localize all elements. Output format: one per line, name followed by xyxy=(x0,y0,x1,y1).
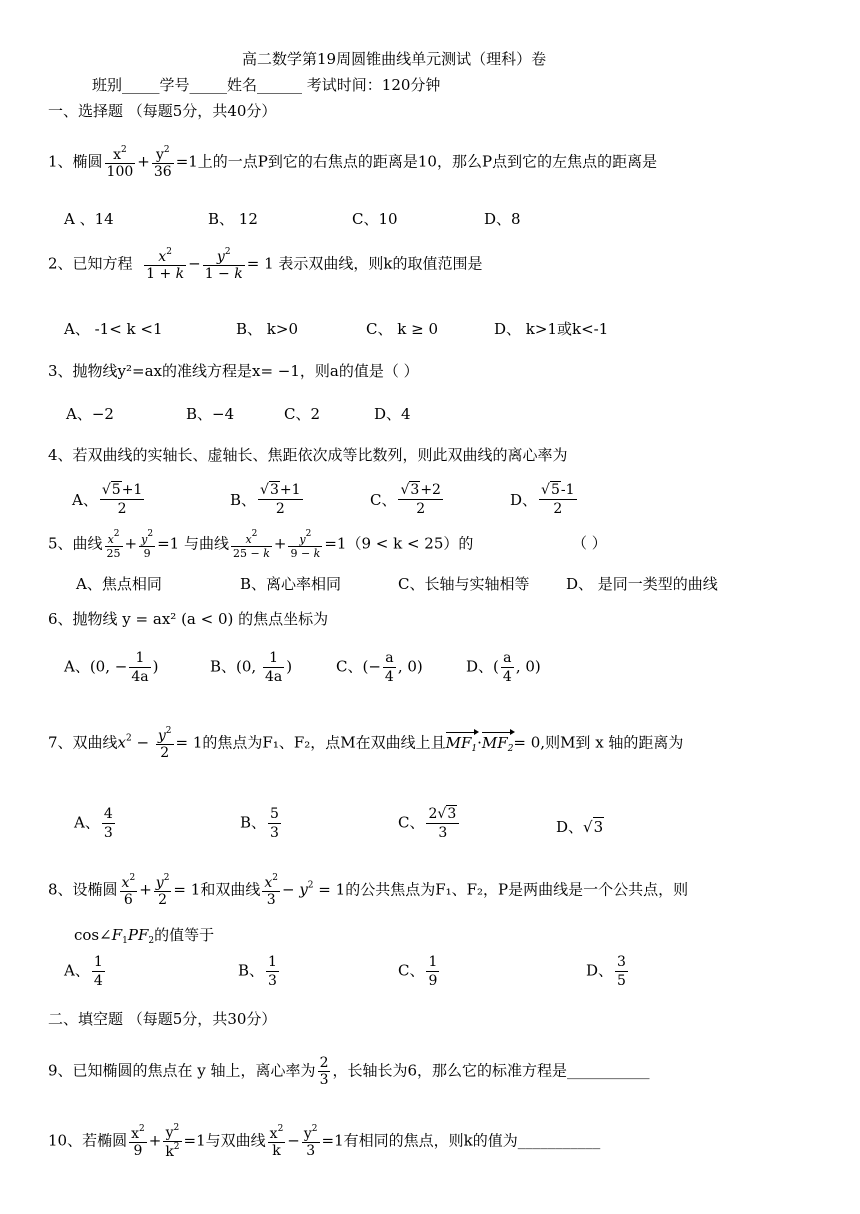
q1-option-d[interactable]: D、8 xyxy=(484,210,521,228)
q3-option-a[interactable]: A、−2 xyxy=(66,405,114,423)
q5-option-d[interactable]: D、 是同一类型的曲线 xyxy=(566,575,718,593)
question-8: 8、设椭圆 $\frac{x^2}{6}$ + $\frac{y^2}{2}$ = 1和双曲线 $\frac{x^2}{3}$ − $y^2 = 1$的公共焦点为F₁、F₂，P是两曲线是一个公共点，则 xyxy=(48,873,689,908)
section-choice: 一、选择题 （每题5分，共40分） xyxy=(48,102,277,120)
q6-option-c[interactable]: C、(− $\frac{a}{4}$ , 0) xyxy=(336,650,423,685)
q8-option-b[interactable]: B、 $\frac{1}{3}$ xyxy=(238,954,277,989)
q6-option-b[interactable]: B、(0, $\frac{1}{4a}$ ) xyxy=(210,650,293,685)
q5-answer-paren: （ ） xyxy=(572,534,607,552)
q8-option-c[interactable]: C、 $\frac{1}{9}$ xyxy=(398,954,438,989)
q7-option-c[interactable]: C、 $\frac{2√3}{3}$ xyxy=(398,806,461,841)
q6-option-d[interactable]: D、( $\frac{a}{4}$ , 0) xyxy=(466,650,541,685)
q1-option-c[interactable]: C、10 xyxy=(352,210,398,228)
q4-option-c[interactable]: C、 $\frac{√3+2}{2}$ xyxy=(370,482,441,517)
q5-option-c[interactable]: C、长轴与实轴相等 xyxy=(398,575,530,593)
question-2: 2、已知方程 $\frac{x^2}{1 + k}$ − $\frac{y^2}{1 - k}$ = 1 表示双曲线，则k的取值范围是 xyxy=(48,247,483,282)
q8-option-a[interactable]: A、 $\frac{1}{4}$ xyxy=(64,954,103,989)
q2-option-a[interactable]: A、 -1< k <1 xyxy=(64,320,163,338)
question-6: 6、抛物线 y = ax² (a < 0) 的焦点坐标为 xyxy=(48,610,329,628)
q7-option-b[interactable]: B、 $\frac{5}{3}$ xyxy=(240,806,279,841)
q1-option-a[interactable]: A 、14 xyxy=(64,210,114,228)
q7-option-d[interactable]: D、√3 xyxy=(556,818,604,836)
question-8-line2: $\cos\angle F_1PF_2$的值等于 xyxy=(74,926,215,946)
q3-option-c[interactable]: C、2 xyxy=(284,405,321,423)
page-title: 高二数学第19周圆锥曲线单元测试（理科）卷 xyxy=(242,50,547,68)
question-9: 9、已知椭圆的焦点在 y 轴上，离心率为 $\frac{2}{3}$ ，长轴长为6，那么它的标准方程是___________ xyxy=(48,1055,650,1088)
q2-option-d[interactable]: D、 k>1或k<-1 xyxy=(494,320,609,338)
q3-option-b[interactable]: B、−4 xyxy=(186,405,235,423)
q6-option-a[interactable]: A、(0, − $\frac{1}{4a}$ ) xyxy=(64,650,159,685)
section-fill: 二、填空题 （每题5分，共30分） xyxy=(48,1010,277,1028)
q7-option-a[interactable]: A、 $\frac{4}{3}$ xyxy=(74,806,113,841)
question-10: 10、若椭圆 $\frac{x^2}{9}$ + $\frac{y^2}{k^2}$ =1与双曲线 $\frac{x^2}{k}$ − $\frac{y^2}{3}$ =1有相同的焦点，则k的值为___________ xyxy=(48,1123,601,1160)
q5-option-a[interactable]: A、焦点相同 xyxy=(76,575,162,593)
q2-option-c[interactable]: C、 k ≥ 0 xyxy=(366,320,438,338)
fraction: $\frac{x^2}{100}$ xyxy=(106,145,134,180)
q1-option-b[interactable]: B、 12 xyxy=(208,210,258,228)
exam-info: 班别_____学号_____姓名______ 考试时间：120分钟 xyxy=(92,76,441,94)
question-1: 1、椭圆 $\frac{x^2}{100}$ + $\frac{y^2}{36}$ =1上的一点P到它的右焦点的距离是10，那么P点到它的左焦点的距离是 xyxy=(48,145,658,180)
q4-option-b[interactable]: B、 $\frac{√3+1}{2}$ xyxy=(230,482,301,517)
question-7: 7、双曲线$x^2$ − $\frac{y^2}{2}$ = 1的焦点为F₁、F₂，点M在双曲线上且$MF_1\cdot MF_2= 0$,则M到 x 轴的距离为 xyxy=(48,726,684,761)
q4-option-a[interactable]: A、 $\frac{√5+1}{2}$ xyxy=(72,482,143,517)
q3-option-d[interactable]: D、4 xyxy=(374,405,411,423)
q4-option-d[interactable]: D、 $\frac{√5-1}{2}$ xyxy=(510,482,575,517)
q8-option-d[interactable]: D、 $\frac{3}{5}$ xyxy=(586,954,626,989)
question-4: 4、若双曲线的实轴长、虚轴长、焦距依次成等比数列，则此双曲线的离心率为 xyxy=(48,446,568,464)
q2-option-b[interactable]: B、 k>0 xyxy=(236,320,298,338)
q5-option-b[interactable]: B、离心率相同 xyxy=(240,575,342,593)
question-5: 5、曲线 $\frac{x^2}{25}$ + $\frac{y^2}{9}$ =1 与曲线 $\frac{x^2}{25 - k}$ + $\frac{y^2}{9 - k}$ =1（9 < k < 25）的 xyxy=(48,529,474,560)
fraction: $\frac{y^2}{36}$ xyxy=(153,145,172,180)
question-3: 3、抛物线y²=ax的准线方程是x= −1，则a的值是（ ） xyxy=(48,362,419,380)
